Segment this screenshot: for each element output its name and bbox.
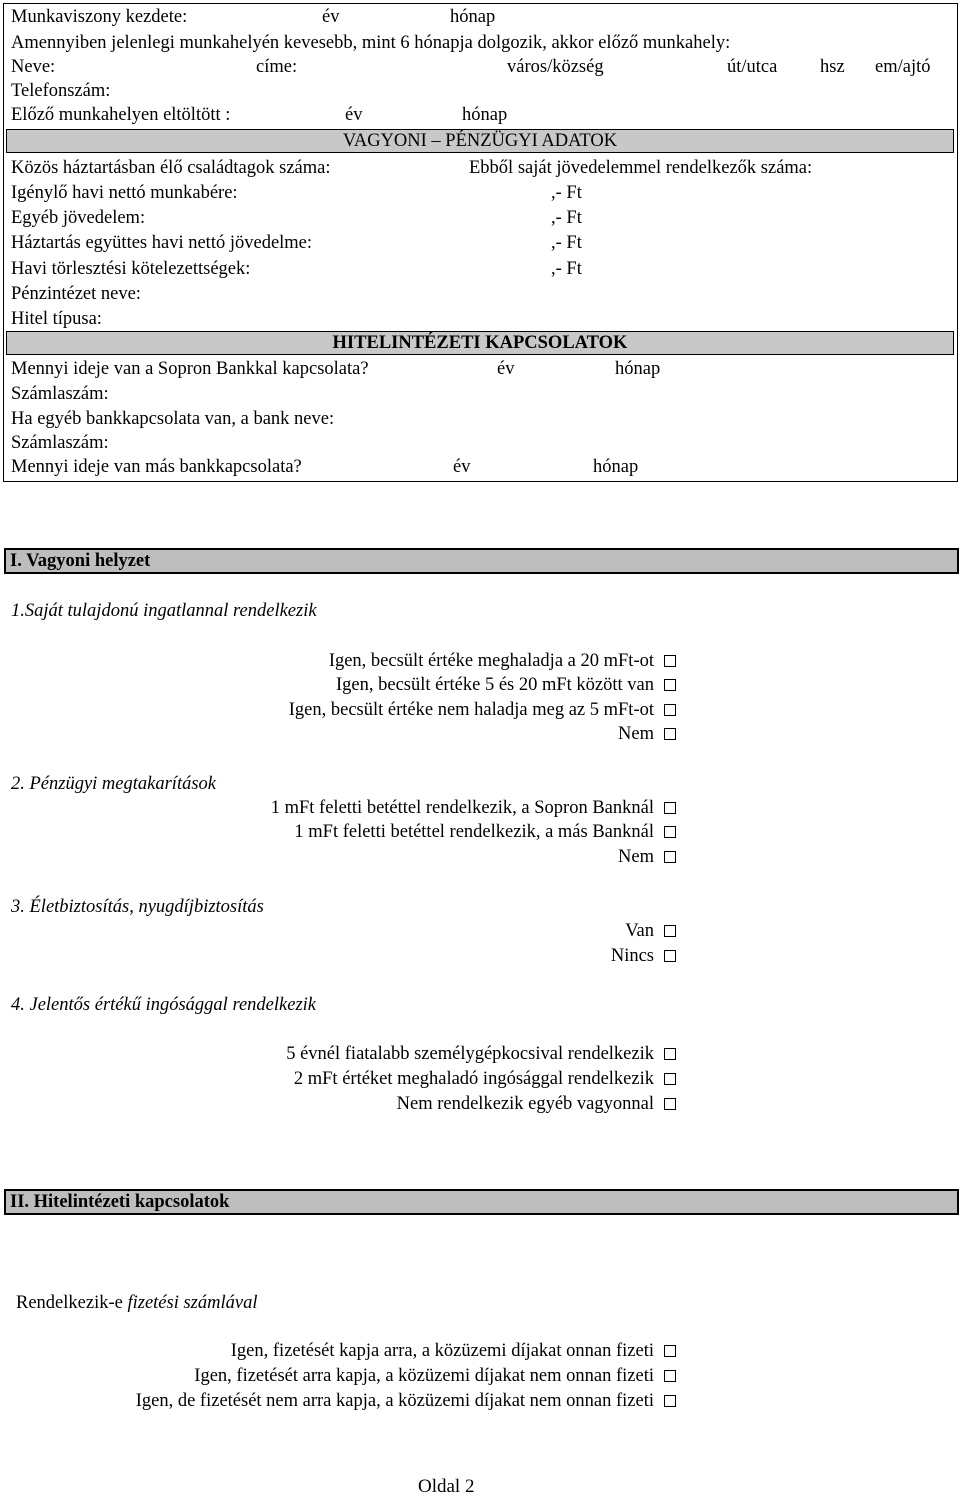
previous-job-floor-label: em/ajtó (875, 57, 931, 77)
household-members-label: Közös háztartásban élő családtagok száma: (11, 158, 331, 178)
previous-job-year: év (345, 105, 363, 125)
previous-job-time-label: Előző munkahelyen eltöltött : (11, 105, 231, 125)
other-bank-label: Ha egyéb bankkapcsolata van, a bank neve: (11, 409, 335, 429)
repayment-label: Havi törlesztési kötelezettségek: (11, 259, 251, 279)
sopron-relationship-year: év (497, 359, 515, 379)
previous-job-address-label: címe: (256, 57, 298, 77)
repayment-unit: ,- Ft (551, 259, 582, 279)
household-income-unit: ,- Ft (551, 233, 582, 253)
checkbox-icon[interactable] (664, 1048, 676, 1060)
checkbox-icon[interactable] (664, 1345, 676, 1357)
other-bank-month: hónap (593, 457, 639, 477)
previous-job-notice: Amennyiben jelenlegi munkahelyén kevesebb, mint 6 hónapja dolgozik, akkor előző munkahely: (11, 33, 731, 53)
financial-header: VAGYONI – PÉNZÜGYI ADATOK (6, 129, 954, 153)
employment-start-year: év (322, 7, 340, 27)
q1-option-1-label: Igen, becsült értéke meghaladja a 20 mFt-ot (328, 651, 654, 671)
credit-header: HITELINTÉZETI KAPCSOLATOK (6, 331, 954, 355)
q4-option-3[interactable] (397, 1093, 676, 1115)
previous-job-name-label: Neve: (11, 57, 56, 77)
s2-option-3[interactable] (136, 1390, 676, 1412)
employment-start-label: Munkaviszony kezdete: (11, 7, 188, 27)
checkbox-icon[interactable] (664, 925, 676, 937)
checkbox-icon[interactable] (664, 802, 676, 814)
q1-option-4-label: Nem (618, 724, 654, 744)
previous-job-city-label: város/község (507, 57, 604, 77)
q4-option-2-label: 2 mFt értéket meghaladó ingósággal rendelkezik (293, 1069, 654, 1089)
account-number-1-label: Számlaszám: (11, 384, 109, 404)
payment-account-question-italic: fizetési számlával (127, 1293, 258, 1313)
net-wage-label: Igénylő havi nettó munkabére: (11, 183, 238, 203)
other-income-unit: ,- Ft (551, 208, 582, 228)
q2-option-1-label: 1 mFt feletti betéttel rendelkezik, a Sopron Banknál (270, 798, 654, 818)
checkbox-icon[interactable] (664, 1073, 676, 1085)
q2-title: 2. Pénzügyi megtakarítások (11, 774, 216, 794)
q1-option-2[interactable] (336, 674, 676, 696)
q1-title: 1.Saját tulajdonú ingatlannal rendelkezik (11, 601, 317, 621)
q4-option-2[interactable] (294, 1068, 676, 1090)
q1-option-1[interactable] (329, 650, 676, 672)
checkbox-icon[interactable] (664, 655, 676, 667)
checkbox-icon[interactable] (664, 704, 676, 716)
net-wage-unit: ,- Ft (551, 183, 582, 203)
previous-job-month: hónap (462, 105, 508, 125)
checkbox-icon[interactable] (664, 728, 676, 740)
q3-option-2-label: Nincs (610, 946, 654, 966)
institution-label: Pénzintézet neve: (11, 284, 141, 304)
sopron-relationship-month: hónap (615, 359, 661, 379)
section-2-title: II. Hitelintézeti kapcsolatok (4, 1189, 959, 1215)
s2-option-2[interactable] (194, 1365, 676, 1387)
checkbox-icon[interactable] (664, 826, 676, 838)
checkbox-icon[interactable] (664, 1370, 676, 1382)
checkbox-icon[interactable] (664, 950, 676, 962)
with-income-label: Ebből saját jövedelemmel rendelkezők száma: (469, 158, 813, 178)
section-1-title: I. Vagyoni helyzet (4, 548, 959, 574)
checkbox-icon[interactable] (664, 679, 676, 691)
q1-option-3[interactable] (289, 699, 676, 721)
checkbox-icon[interactable] (664, 851, 676, 863)
q2-option-2-label: 1 mFt feletti betéttel rendelkezik, a más Banknál (294, 822, 654, 842)
loan-type-label: Hitel típusa: (11, 309, 102, 329)
q3-option-1-label: Van (625, 921, 654, 941)
q2-option-3[interactable] (618, 846, 676, 868)
q4-option-1[interactable] (286, 1043, 676, 1065)
s2-option-1[interactable] (231, 1340, 676, 1362)
q2-option-1[interactable] (271, 797, 676, 819)
q4-option-1-label: 5 évnél fiatalabb személygépkocsival rendelkezik (286, 1044, 654, 1064)
q2-option-2[interactable] (294, 821, 676, 843)
q1-option-3-label: Igen, becsült értéke nem haladja meg az 5 mFt-ot (288, 700, 654, 720)
q3-option-2[interactable] (611, 945, 676, 967)
phone-label: Telefonszám: (11, 81, 111, 101)
s2-option-1-label: Igen, fizetését kapja arra, a közüzemi díjakat onnan fizeti (230, 1341, 654, 1361)
q4-title: 4. Jelentős értékű ingósággal rendelkezik (11, 995, 316, 1015)
other-bank-question: Mennyi ideje van más bankkapcsolata? (11, 457, 302, 477)
employment-start-month: hónap (450, 7, 496, 27)
previous-job-number-label: hsz (820, 57, 845, 77)
household-income-label: Háztartás együttes havi nettó jövedelme: (11, 233, 313, 253)
s2-option-2-label: Igen, fizetését arra kapja, a közüzemi díjakat nem onnan fizeti (194, 1366, 654, 1386)
q2-option-3-label: Nem (618, 847, 654, 867)
account-number-2-label: Számlaszám: (11, 433, 109, 453)
checkbox-icon[interactable] (664, 1395, 676, 1407)
q3-option-1[interactable] (625, 920, 676, 942)
q4-option-3-label: Nem rendelkezik egyéb vagyonnal (396, 1094, 654, 1114)
q1-option-2-label: Igen, becsült értéke 5 és 20 mFt között van (335, 675, 654, 695)
q1-option-4[interactable] (618, 723, 676, 745)
other-bank-year: év (453, 457, 471, 477)
payment-account-question (16, 1292, 257, 1314)
previous-job-street-label: út/utca (727, 57, 778, 77)
sopron-relationship-question: Mennyi ideje van a Sopron Bankkal kapcsolata? (11, 359, 369, 379)
q3-title: 3. Életbiztosítás, nyugdíjbiztosítás (11, 897, 264, 917)
other-income-label: Egyéb jövedelem: (11, 208, 146, 228)
checkbox-icon[interactable] (664, 1098, 676, 1110)
page-number: Oldal 2 (418, 1476, 475, 1497)
payment-account-question-prefix: Rendelkezik-e (16, 1293, 123, 1313)
s2-option-3-label: Igen, de fizetését nem arra kapja, a közüzemi díjakat nem onnan fizeti (135, 1391, 654, 1411)
